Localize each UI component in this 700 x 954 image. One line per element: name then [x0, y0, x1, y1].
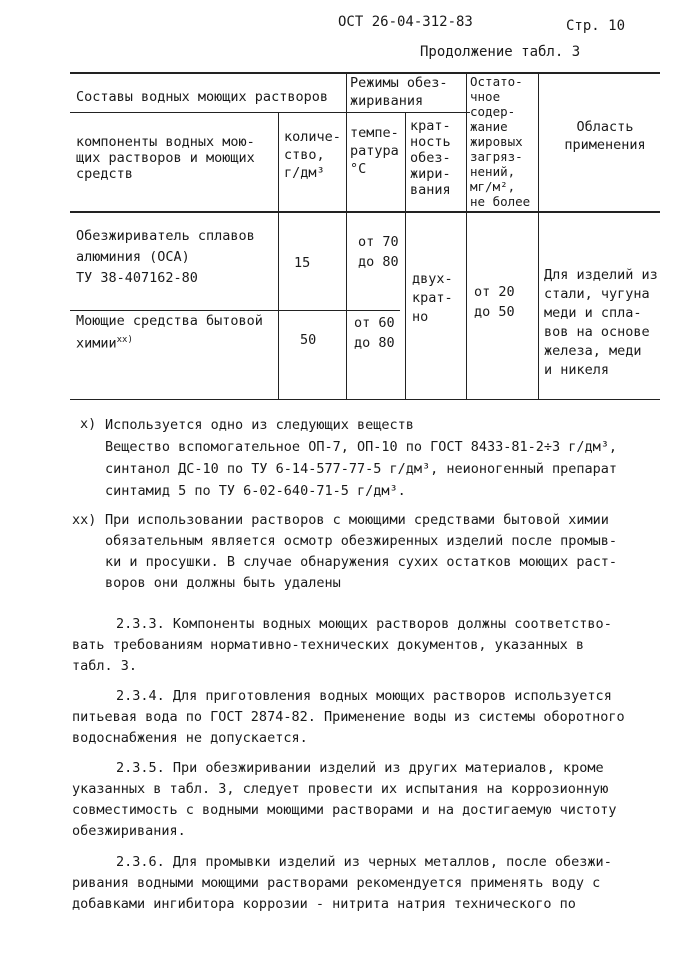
multiplicity-value: двух- крат- но [412, 271, 453, 325]
footnote-x-mark: x) [80, 416, 97, 432]
head-multiplicity: крат- ность обез- жири- вания [410, 118, 451, 198]
paragraph-2-3-5: 2.3.5. При обезжиривании изделий из других материалов, кроме указанных в табл. 3, следует провести их испытания на коррозионную совместимость с водными моющими растворами и на достигаемую чистоту обезжиривания. [72, 760, 617, 839]
footnote-xx-text: При использовании растворов с моющими средствами бытовой химии обязательным является осмотр обезжиренных изделий после промыв- ки и просушки. В случае обнаружения сухих остатков моющих раст- воров они должны быть удалены [105, 512, 618, 591]
residual-value: от 20 до 50 [474, 284, 515, 320]
row2-component: Моющие средства бытовой химии$^{xx)}$ [76, 313, 263, 352]
footnote-x-text: Используется одно из следующих веществ Вещество вспомогательное ОП-7, ОП-10 по ГОСТ 8433-81-2÷3 г/дм³, синтанол ДС-10 по ТУ 6-14-577-77-5 г/дм³, неионогенный препарат синтамид 5 по ТУ 6-02-640-71-5 г/дм³. [105, 417, 618, 499]
head-area: Область применения [564, 119, 646, 153]
paragraph-2-3-3: 2.3.3. Компоненты водных моющих растворов должны соответство- вать требованиям нормативно-технических документов, указанных в табл. 3. [72, 616, 612, 674]
paragraph-2-3-6: 2.3.6. Для промывки изделий из черных металлов, после обезжи- ривания водными моющими растворами рекомендуется применять воду с добавками ингибитора коррозии - нитрита натрия технического по [72, 854, 612, 912]
row1-component: Обезжириватель сплавов алюминия (ОСА) ТУ 38-407162-80 [76, 228, 255, 286]
doc-code: ОСТ 26-04-312-83 [338, 14, 473, 30]
head-composition: Составы водных моющих растворов [76, 89, 328, 105]
table-continuation: Продолжение табл. 3 [420, 44, 581, 60]
head-modes: Режимы обез- жиривания [350, 75, 448, 109]
head-components: компоненты водных мою- щих растворов и моющих средств [76, 134, 255, 182]
row2-quantity: 50 [300, 332, 317, 348]
head-quantity: количе- ство, г/дм³ [284, 129, 341, 181]
paragraph-2-3-4: 2.3.4. Для приготовления водных моющих растворов используется питьевая вода по ГОСТ 2874-82. Применение воды из системы оборотного водоснабжения не допускается. [72, 688, 625, 746]
row2-temperature: от 60 до 80 [354, 315, 395, 351]
row1-quantity: 15 [294, 255, 311, 271]
row2-footnote-mark: xx) [116, 335, 133, 345]
head-residual: Остато- чное содер- жание жировых загряз- нений, мг/м², не более [470, 74, 531, 209]
head-temperature: темпе- ратура °С [350, 125, 399, 177]
page-label: Стр. 10 [566, 18, 626, 34]
footnote-xx-mark: xx) [72, 512, 97, 528]
area-value: Для изделий из стали, чугуна меди и спла- вов на основе железа, меди и никеля [544, 267, 658, 378]
row1-temperature: от 70 до 80 [358, 234, 399, 270]
